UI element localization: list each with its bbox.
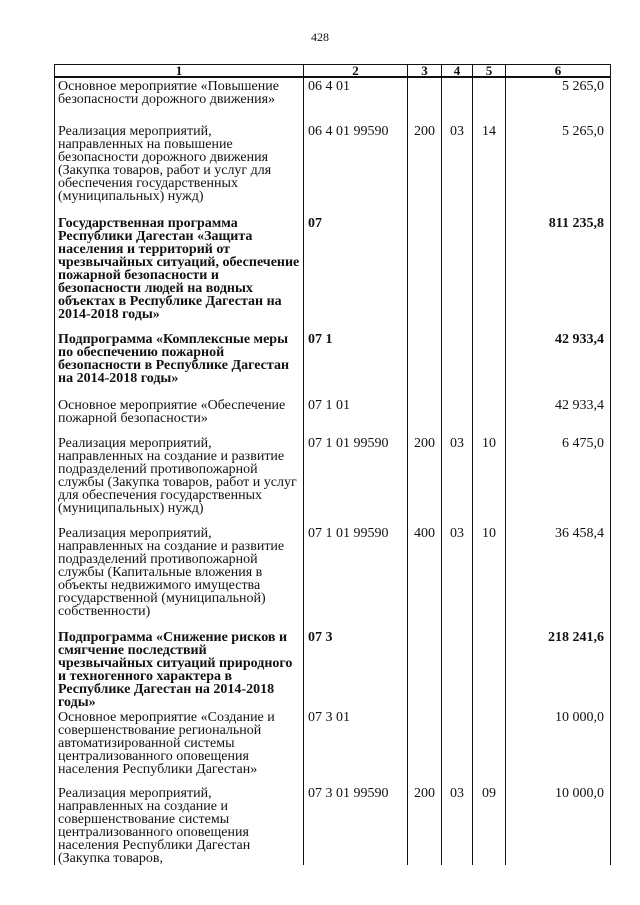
row-code: 07 1 01 bbox=[304, 397, 408, 435]
row-amount: 5 265,0 bbox=[506, 123, 611, 215]
budget-table bbox=[54, 64, 611, 865]
row-code: 07 bbox=[304, 215, 408, 331]
row-code: 07 1 bbox=[304, 331, 408, 397]
row-code: 07 3 bbox=[304, 629, 408, 709]
row-expense-type: 200 bbox=[408, 123, 442, 215]
row-expense-type: 200 bbox=[408, 785, 442, 865]
table-header-row bbox=[55, 65, 611, 78]
row-amount: 218 241,6 bbox=[506, 629, 611, 709]
table-row bbox=[55, 709, 611, 785]
column-header-3: 3 bbox=[408, 65, 442, 78]
row-code: 07 3 01 99590 bbox=[304, 785, 408, 865]
row-section bbox=[442, 215, 473, 331]
row-amount: 6 475,0 bbox=[506, 435, 611, 525]
row-section bbox=[442, 77, 473, 123]
table-row bbox=[55, 435, 611, 525]
row-subsection: 10 bbox=[473, 525, 506, 629]
row-amount: 811 235,8 bbox=[506, 215, 611, 331]
row-subsection bbox=[473, 77, 506, 123]
row-code: 06 4 01 99590 bbox=[304, 123, 408, 215]
column-header-4: 4 bbox=[442, 65, 473, 78]
table-body bbox=[55, 77, 611, 865]
row-section bbox=[442, 629, 473, 709]
row-name: Государственная программа Республики Дагестан «Защита населения и территорий от чрезвычайных ситуаций, обеспечение пожарной безопасности и безопасности людей на водных объектах в Республике Дагестан на 2014-2018 годы» bbox=[55, 215, 304, 331]
table-row bbox=[55, 331, 611, 397]
row-subsection bbox=[473, 331, 506, 397]
row-amount: 42 933,4 bbox=[506, 397, 611, 435]
row-amount: 42 933,4 bbox=[506, 331, 611, 397]
row-subsection: 09 bbox=[473, 785, 506, 865]
row-code: 07 1 01 99590 bbox=[304, 525, 408, 629]
row-subsection bbox=[473, 215, 506, 331]
table-row bbox=[55, 397, 611, 435]
row-expense-type bbox=[408, 215, 442, 331]
row-expense-type bbox=[408, 331, 442, 397]
row-expense-type: 400 bbox=[408, 525, 442, 629]
page-number: 428 bbox=[311, 30, 329, 44]
row-name: Подпрограмма «Комплексные меры по обеспечению пожарной безопасности в Республике Дагестан на 2014-2018 годы» bbox=[55, 331, 304, 397]
row-subsection bbox=[473, 629, 506, 709]
table-row bbox=[55, 525, 611, 629]
row-name: Основное мероприятие «Обеспечение пожарной безопасности» bbox=[55, 397, 304, 435]
table-row bbox=[55, 785, 611, 865]
row-expense-type bbox=[408, 629, 442, 709]
row-section bbox=[442, 709, 473, 785]
row-amount: 10 000,0 bbox=[506, 785, 611, 865]
column-header-5: 5 bbox=[473, 65, 506, 78]
row-name: Подпрограмма «Снижение рисков и смягчение последствий чрезвычайных ситуаций природного и техногенного характера в Республике Дагестан на 2014-2018 годы» bbox=[55, 629, 304, 709]
row-section: 03 bbox=[442, 123, 473, 215]
row-section bbox=[442, 331, 473, 397]
row-name: Основное мероприятие «Создание и совершенствование региональной автоматизированной системы централизованного оповещения населения Республики Дагестан» bbox=[55, 709, 304, 785]
row-amount: 10 000,0 bbox=[506, 709, 611, 785]
row-subsection: 10 bbox=[473, 435, 506, 525]
row-section: 03 bbox=[442, 785, 473, 865]
row-section bbox=[442, 397, 473, 435]
column-header-2: 2 bbox=[304, 65, 408, 78]
row-code: 07 1 01 99590 bbox=[304, 435, 408, 525]
row-expense-type bbox=[408, 709, 442, 785]
table-row bbox=[55, 77, 611, 123]
row-subsection: 14 bbox=[473, 123, 506, 215]
row-amount: 5 265,0 bbox=[506, 77, 611, 123]
column-header-1: 1 bbox=[55, 65, 304, 78]
row-amount: 36 458,4 bbox=[506, 525, 611, 629]
row-subsection bbox=[473, 709, 506, 785]
row-expense-type: 200 bbox=[408, 435, 442, 525]
row-name: Реализация мероприятий, направленных на создание и развитие подразделений противопожарной службы (Капитальные вложения в объекты недвижимого имущества государственной (муниципальной) собственности) bbox=[55, 525, 304, 629]
row-section: 03 bbox=[442, 525, 473, 629]
row-expense-type bbox=[408, 77, 442, 123]
row-name: Реализация мероприятий, направленных на создание и развитие подразделений противопожарной службы (Закупка товаров, работ и услуг для обеспечения государственных (муниципальных) нужд) bbox=[55, 435, 304, 525]
column-header-6: 6 bbox=[506, 65, 611, 78]
row-section: 03 bbox=[442, 435, 473, 525]
row-subsection bbox=[473, 397, 506, 435]
row-code: 06 4 01 bbox=[304, 77, 408, 123]
row-expense-type bbox=[408, 397, 442, 435]
row-name: Реализация мероприятий, направленных на повышение безопасности дорожного движения (Закупка товаров, работ и услуг для обеспечения государственных (муниципальных) нужд) bbox=[55, 123, 304, 215]
table-row bbox=[55, 215, 611, 331]
row-name: Основное мероприятие «Повышение безопасности дорожного движения» bbox=[55, 77, 304, 123]
table-row bbox=[55, 123, 611, 215]
row-name: Реализация мероприятий, направленных на создание и совершенствование системы централизованного оповещения населения Республики Дагестан (Закупка товаров, bbox=[55, 785, 304, 865]
table-row bbox=[55, 629, 611, 709]
row-code: 07 3 01 bbox=[304, 709, 408, 785]
